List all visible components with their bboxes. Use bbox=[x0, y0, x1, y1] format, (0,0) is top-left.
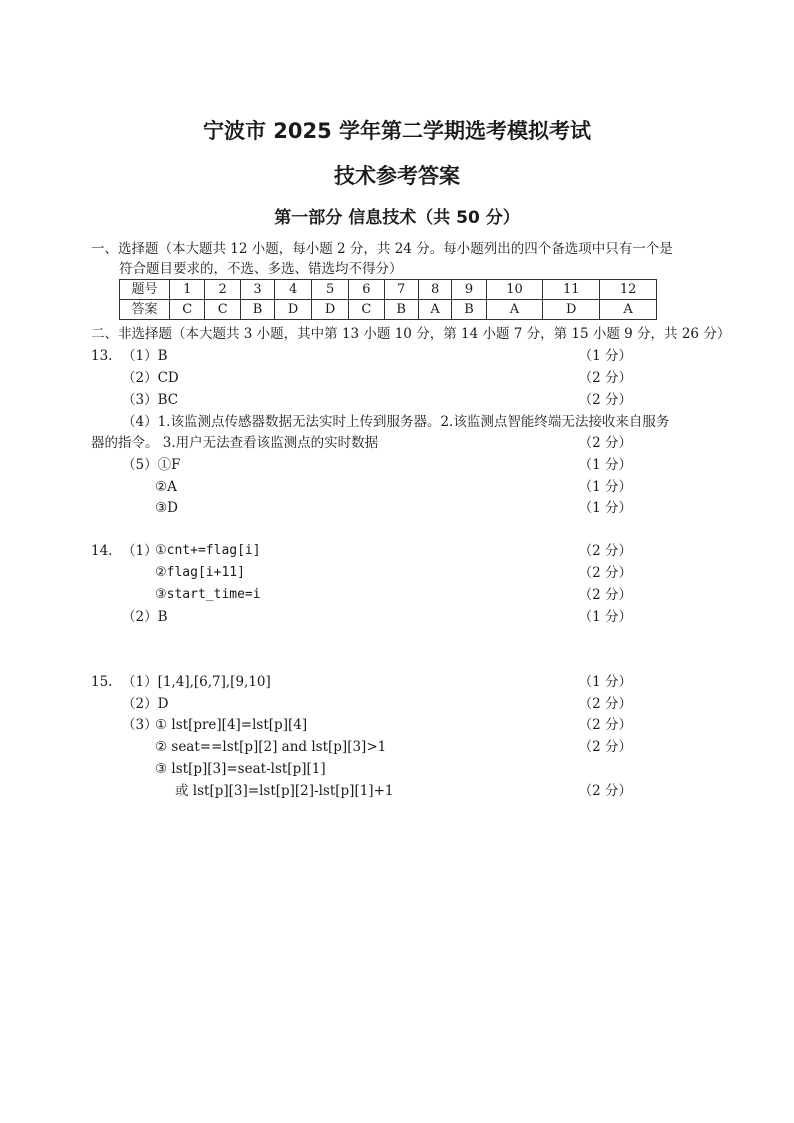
table-cell: 12 bbox=[600, 280, 657, 300]
q14-answer-1-2: ②flag[i+11] bbox=[155, 565, 245, 580]
table-cell: D bbox=[312, 300, 349, 320]
q13-score-2: （2 分） bbox=[578, 370, 632, 386]
table-row-answers bbox=[120, 300, 657, 320]
q13-answer-1: （1）B bbox=[122, 348, 168, 364]
q15-score-3-1: （2 分） bbox=[578, 717, 632, 733]
table-cell: 7 bbox=[384, 280, 418, 300]
table-cell: C bbox=[349, 300, 384, 320]
q14-score-1-1: （2 分） bbox=[578, 543, 632, 559]
q13-score-5-2: （1 分） bbox=[578, 479, 632, 495]
table-row-numbers bbox=[120, 280, 657, 300]
table-cell: 5 bbox=[312, 280, 349, 300]
q13-answer-5-3: ③D bbox=[155, 500, 178, 516]
part1-intro-line1: 一、选择题（本大题共 12 小题，每小题 2 分，共 24 分。每小题列出的四个备选项中只有一个是 bbox=[91, 241, 673, 257]
section-heading: 第一部分 信息技术（共 50 分） bbox=[274, 208, 520, 228]
q13-answer-2: （2）CD bbox=[122, 370, 179, 386]
q15-answer-3-3: ③ lst[p][3]=seat-lst[p][1] bbox=[155, 761, 326, 777]
row-label-question: 题号 bbox=[120, 280, 170, 300]
q13-answer-3: （3）BC bbox=[122, 392, 179, 408]
q13-answer-5-1: （5）①F bbox=[122, 457, 181, 473]
page-title: 宁波市 2025 学年第二学期选考模拟考试 bbox=[202, 119, 592, 143]
q15-answer-3-1: ① lst[pre][4]=lst[p][4] bbox=[155, 717, 308, 733]
q14-score-1-2: （2 分） bbox=[578, 565, 632, 581]
q13-score-5-3: （1 分） bbox=[578, 500, 632, 516]
q15-answer-3-2: ② seat==lst[p][2] and lst[p][3]>1 bbox=[155, 739, 387, 755]
q13-score-1: （1 分） bbox=[578, 348, 632, 364]
q14-answer-1-3: ③start_time=i bbox=[155, 587, 261, 602]
table-cell: 2 bbox=[205, 280, 240, 300]
page-subtitle: 技术参考答案 bbox=[334, 164, 460, 188]
table-cell: C bbox=[205, 300, 240, 320]
q15-part3-prefix: （3） bbox=[122, 717, 158, 733]
table-cell: 3 bbox=[240, 280, 274, 300]
table-cell: 9 bbox=[452, 280, 486, 300]
q15-answer-2: （2）D bbox=[122, 696, 169, 712]
q13-score-3: （2 分） bbox=[578, 392, 632, 408]
table-cell: D bbox=[275, 300, 312, 320]
part1-intro-line2: 符合题目要求的，不选、多选、错选均不得分） bbox=[119, 261, 403, 277]
part2-intro: 二、非选择题（本大题共 3 小题，其中第 13 小题 10 分，第 14 小题 7 分，第 15 小题 9 分，共 26 分） bbox=[91, 326, 731, 342]
table-cell: A bbox=[418, 300, 452, 320]
q15-answer-1: （1）[1,4],[6,7],[9,10] bbox=[122, 674, 271, 690]
q13-answer-5-2: ②A bbox=[155, 479, 177, 495]
q14-score-1-3: （2 分） bbox=[578, 587, 632, 603]
q14-number: 14. bbox=[91, 543, 113, 559]
q14-part1-prefix: （1） bbox=[122, 543, 158, 559]
table-cell: A bbox=[600, 300, 657, 320]
table-cell: 10 bbox=[486, 280, 543, 300]
table-cell: 6 bbox=[349, 280, 384, 300]
q13-answer-4-line1: （4）1.该监测点传感器数据无法实时上传到服务器。2.该监测点智能终端无法接收来自服务 bbox=[122, 414, 670, 430]
table-cell: B bbox=[384, 300, 418, 320]
q14-answer-2: （2）B bbox=[122, 609, 168, 625]
table-cell: D bbox=[543, 300, 600, 320]
row-label-answer: 答案 bbox=[120, 300, 170, 320]
q15-answer-3-3-alt: 或 lst[p][3]=lst[p][2]-lst[p][1]+1 bbox=[175, 783, 394, 799]
q13-answer-4-line2: 器的指令。 3.用户无法查看该监测点的实时数据 bbox=[91, 435, 379, 451]
q15-score-1: （1 分） bbox=[578, 674, 632, 690]
table-cell: B bbox=[452, 300, 486, 320]
q15-number: 15. bbox=[91, 674, 113, 690]
q15-score-3-3: （2 分） bbox=[578, 783, 632, 799]
table-cell: 8 bbox=[418, 280, 452, 300]
table-cell: 11 bbox=[543, 280, 600, 300]
q14-answer-1-1: ①cnt+=flag[i] bbox=[155, 543, 261, 558]
q14-score-2: （1 分） bbox=[578, 609, 632, 625]
answer-table bbox=[119, 279, 657, 320]
table-cell: A bbox=[486, 300, 543, 320]
q13-score-5-1: （1 分） bbox=[578, 457, 632, 473]
q13-score-4: （2 分） bbox=[578, 435, 632, 451]
q15-score-2: （2 分） bbox=[578, 696, 632, 712]
table-cell: 4 bbox=[275, 280, 312, 300]
table-cell: C bbox=[170, 300, 205, 320]
q13-number: 13. bbox=[91, 348, 113, 364]
q15-score-3-2: （2 分） bbox=[578, 739, 632, 755]
table-cell: 1 bbox=[170, 280, 205, 300]
table-cell: B bbox=[240, 300, 274, 320]
